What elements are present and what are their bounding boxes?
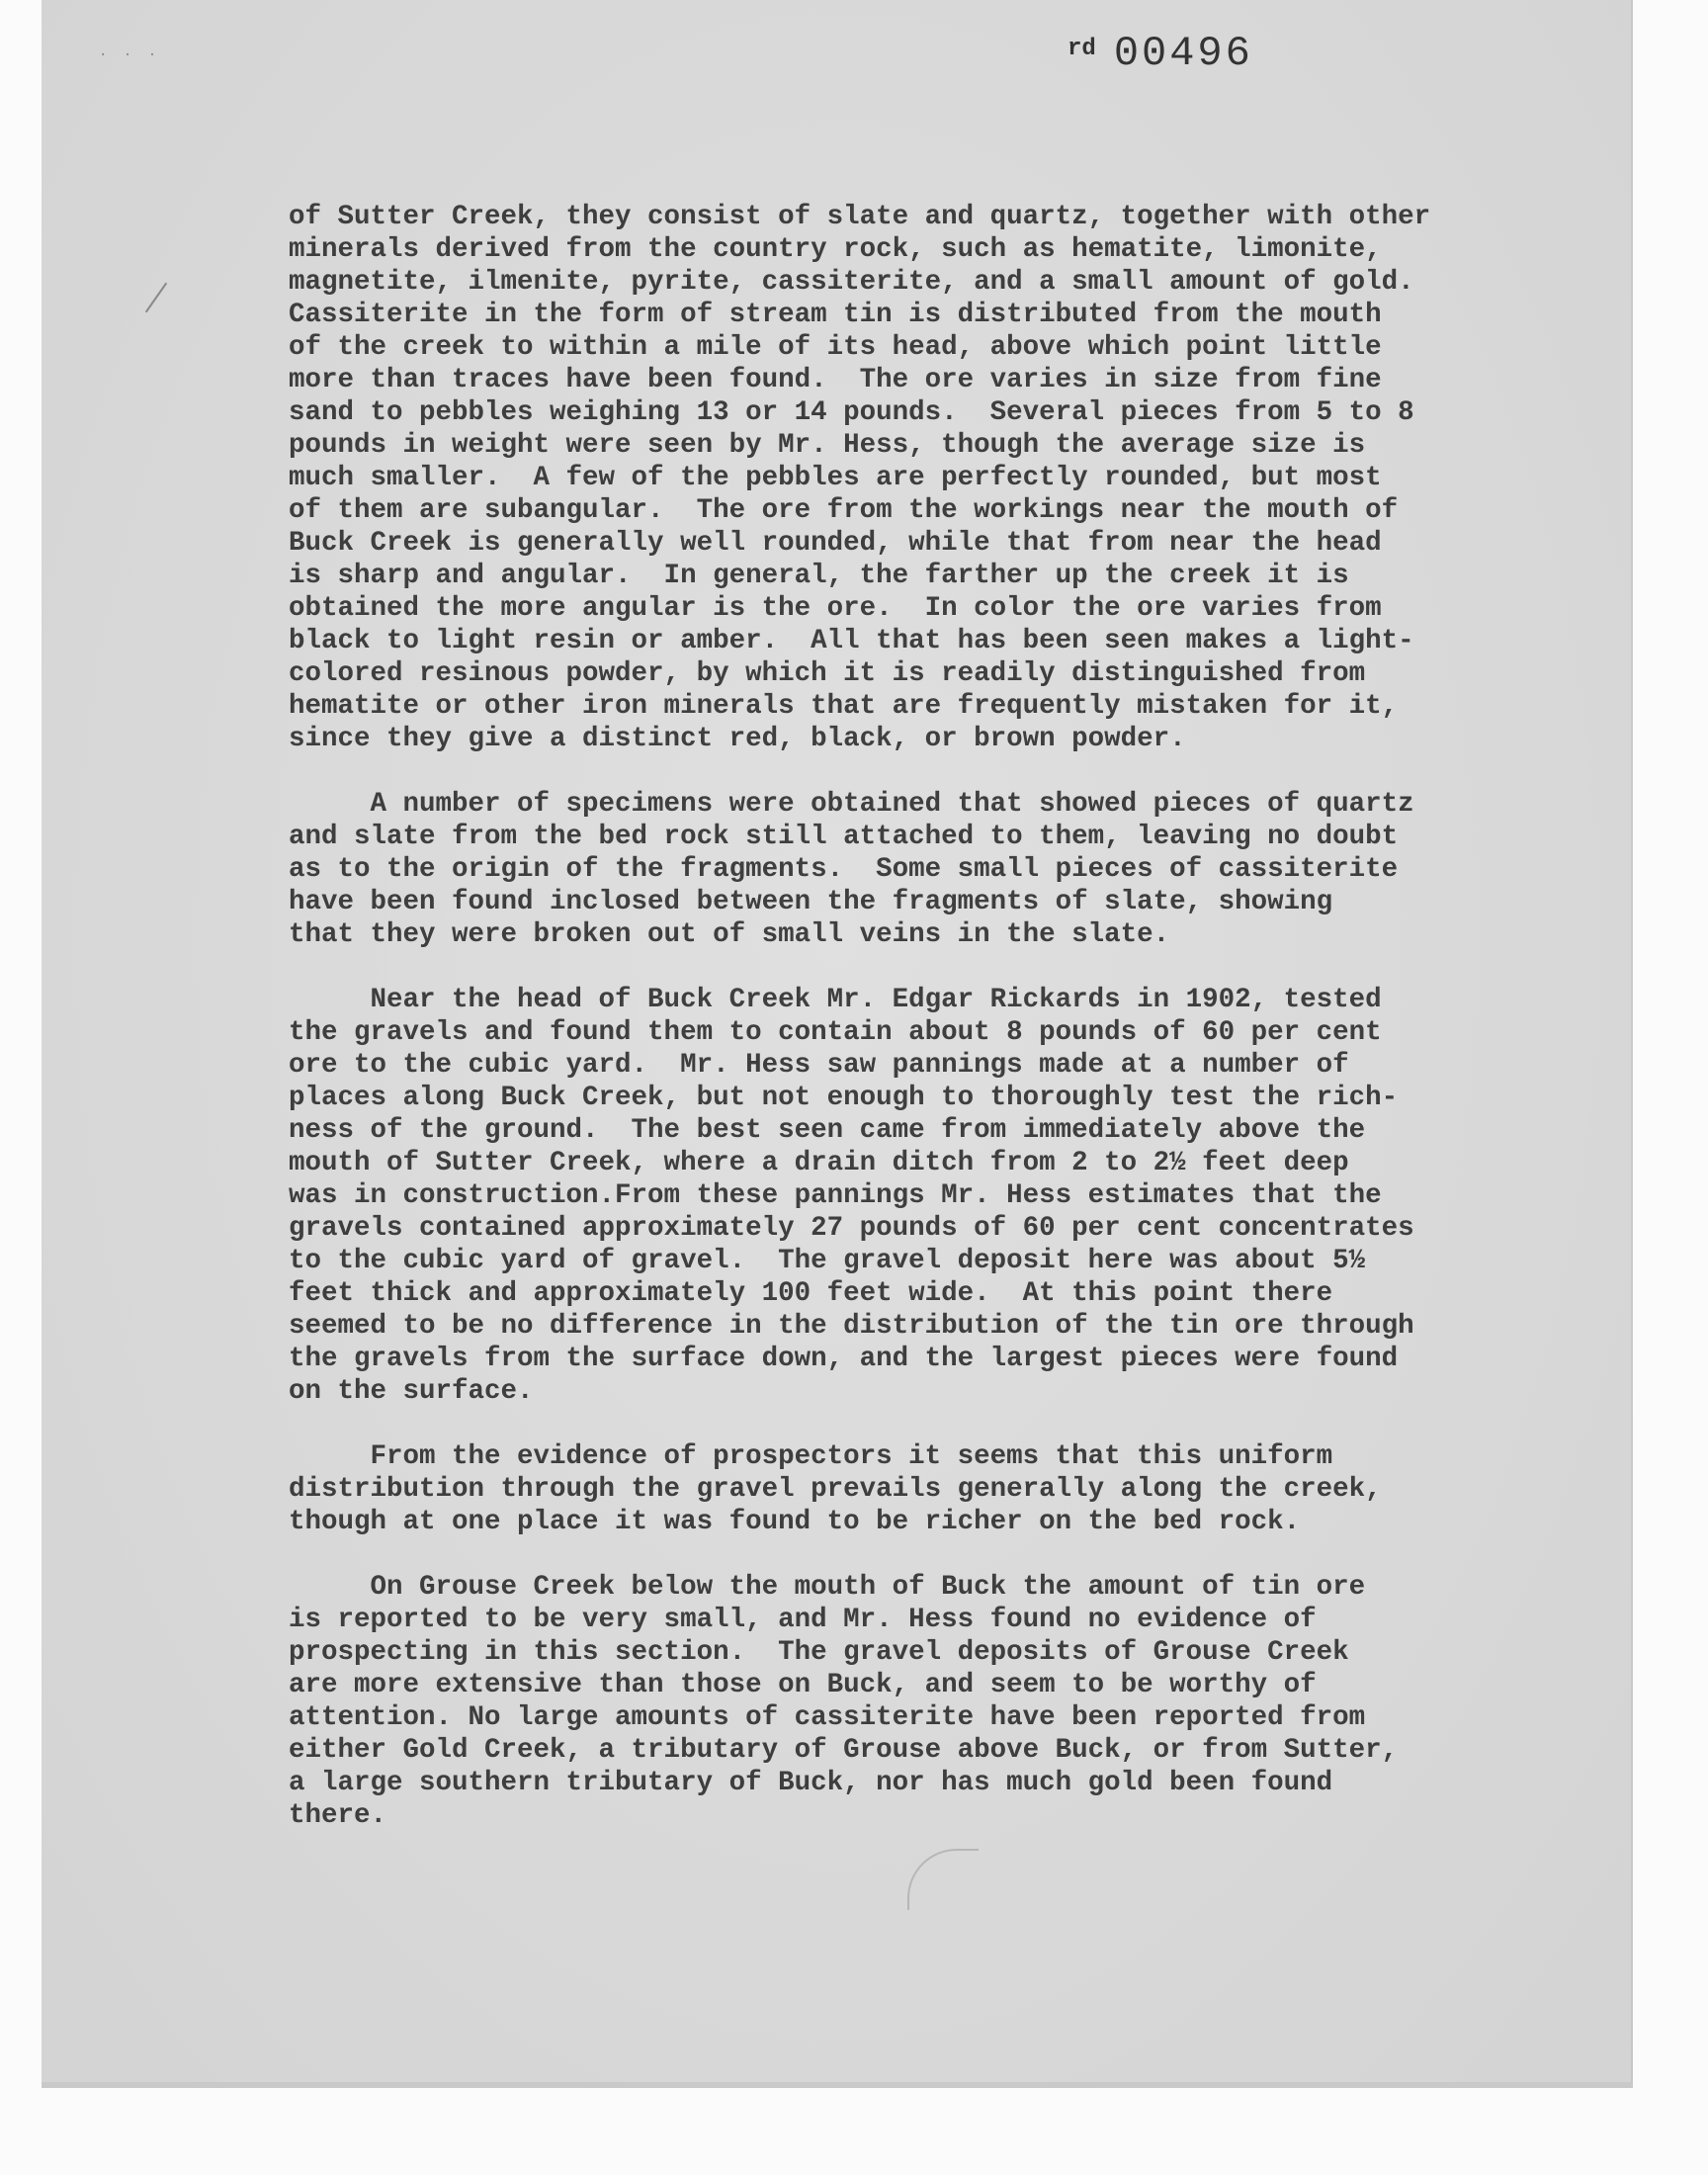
text-line: From the evidence of prospectors it seems that this uniform [289,1441,1333,1472]
text-line: black to light resin or amber. All that has been seen makes a light- [289,626,1414,656]
paragraph [289,788,1475,951]
text-line: colored resinous powder, by which it is readily distinguished from [289,658,1366,689]
paragraph [289,984,1475,1408]
text-line: the gravels and found them to contain about 8 pounds of 60 per cent [289,1017,1382,1048]
text-line: as to the origin of the fragments. Some small pieces of cassiterite [289,854,1399,885]
text-line: sand to pebbles weighing 13 or 14 pounds. Several pieces from 5 to 8 [289,397,1414,428]
text-line: gravels contained approximately 27 pounds of 60 per cent concentrates [289,1213,1414,1244]
text-line: to the cubic yard of gravel. The gravel deposit here was about 5½ [289,1246,1366,1276]
text-line: A number of specimens were obtained that showed pieces of quartz [289,789,1414,820]
text-line: hematite or other iron minerals that are frequently mistaken for it, [289,691,1399,722]
text-line: either Gold Creek, a tributary of Grouse above Buck, or from Sutter, [289,1735,1399,1766]
text-line: minerals derived from the country rock, such as hematite, limonite, [289,234,1382,265]
text-line: since they give a distinct red, black, or brown powder. [289,724,1186,754]
document-id-number: 00496 [1113,30,1253,77]
corner-specks: · · · [99,47,161,63]
text-line: is sharp and angular. In general, the farther up the creek it is [289,561,1349,591]
text-line: the gravels from the surface down, and the largest pieces were found [289,1344,1399,1374]
text-line: pounds in weight were seen by Mr. Hess, though the average size is [289,430,1366,461]
document-body [289,201,1475,1865]
text-line: ore to the cubic yard. Mr. Hess saw pannings made at a number of [289,1050,1349,1081]
text-line: Buck Creek is generally well rounded, while that from near the head [289,528,1382,559]
text-line: Cassiterite in the form of stream tin is distributed from the mouth [289,300,1382,330]
text-line: magnetite, ilmenite, pyrite, cassiterite, and a small amount of gold. [289,267,1414,298]
text-line: distribution through the gravel prevails generally along the creek, [289,1474,1382,1505]
text-line: places along Buck Creek, but not enough to thoroughly test the rich- [289,1083,1399,1113]
text-line: feet thick and approximately 100 feet wide. At this point there [289,1278,1333,1309]
text-line: though at one place it was found to be richer on the bed rock. [289,1507,1301,1537]
text-line: seemed to be no difference in the distribution of the tin ore through [289,1311,1414,1342]
text-line: prospecting in this section. The gravel deposits of Grouse Creek [289,1637,1349,1668]
text-line: much smaller. A few of the pebbles are perfectly rounded, but most [289,463,1382,493]
text-line: of the creek to within a mile of its head, above which point little [289,332,1382,363]
text-line: of them are subangular. The ore from the workings near the mouth of [289,495,1399,526]
document-id-prefix: rd [1068,36,1096,62]
document-id-stamp [1068,30,1253,77]
text-line: was in construction.From these pannings Mr. Hess estimates that the [289,1180,1382,1211]
text-line: have been found inclosed between the fragments of slate, showing [289,887,1333,917]
text-line: obtained the more angular is the ore. In color the ore varies from [289,593,1382,624]
paper-bottom-edge [42,2082,1633,2088]
text-line: more than traces have been found. The ore varies in size from fine [289,365,1382,395]
text-line: ness of the ground. The best seen came from immediately above the [289,1115,1366,1146]
paragraph [289,1571,1475,1832]
text-line: On Grouse Creek below the mouth of Buck the amount of tin ore [289,1572,1366,1603]
text-line: and slate from the bed rock still attached to them, leaving no doubt [289,822,1399,852]
paragraph [289,201,1475,755]
paragraph [289,1440,1475,1538]
text-line: a large southern tributary of Buck, nor has much gold been found [289,1768,1333,1798]
text-line: on the surface. [289,1376,534,1407]
text-line: Near the head of Buck Creek Mr. Edgar Rickards in 1902, tested [289,985,1382,1015]
text-line: mouth of Sutter Creek, where a drain ditch from 2 to 2½ feet deep [289,1148,1349,1178]
text-line: is reported to be very small, and Mr. Hess found no evidence of [289,1605,1317,1635]
text-line: that they were broken out of small veins in the slate. [289,919,1170,950]
text-line: there. [289,1800,387,1831]
text-line: of Sutter Creek, they consist of slate and quartz, together with other [289,202,1431,232]
text-line: attention. No large amounts of cassiterite have been reported from [289,1702,1366,1733]
text-line: are more extensive than those on Buck, and seem to be worthy of [289,1670,1317,1700]
